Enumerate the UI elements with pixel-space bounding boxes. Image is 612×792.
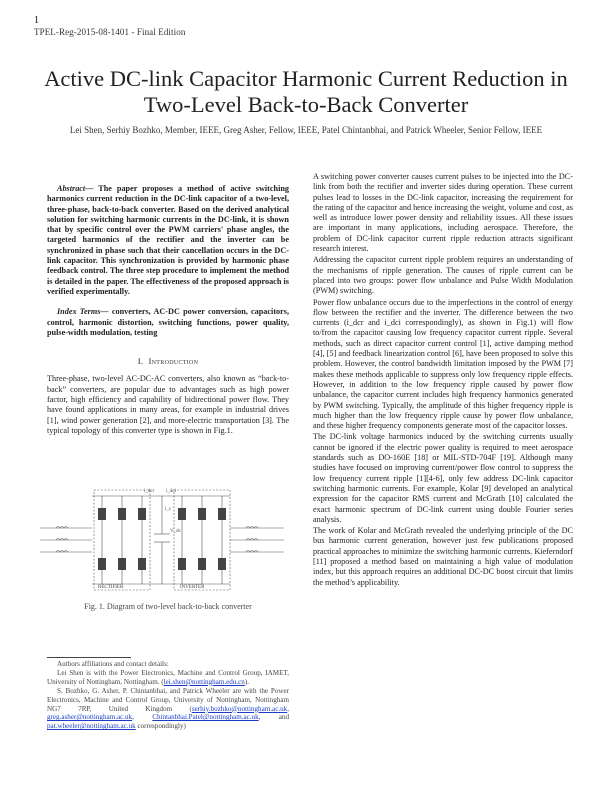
footnote-heading: Authors affiliations and contact details: bbox=[57, 660, 169, 668]
email-link-shen[interactable]: lei.shen@nottingham.edu.cn bbox=[163, 677, 245, 686]
page-number: 1 bbox=[34, 15, 39, 26]
rectifier-label: RECTIFIER bbox=[98, 585, 124, 590]
paper-title: Active DC-link Capacitor Harmonic Current Reduction in Two-Level Back-to-Back Converter bbox=[44, 66, 568, 117]
footnote-2-sep2: , bbox=[132, 713, 153, 722]
left-column bbox=[47, 184, 289, 437]
email-link-wheeler[interactable]: pat.wheeler@nottingham.ac.uk bbox=[47, 722, 136, 731]
footnotes bbox=[47, 660, 289, 731]
inverter-label: INVERTER bbox=[180, 585, 205, 590]
abstract bbox=[47, 184, 289, 297]
footnote-2 bbox=[47, 687, 289, 732]
section-number: I. bbox=[137, 356, 144, 367]
converter-diagram bbox=[34, 478, 289, 596]
footnote-2-text: S. Bozhko, G. Asher, P. Chintanbhai, and Patrick Wheeler are with the Power Electronics, Machine and Control Group, University of Nottingham, Nottingham NG7 7RP, United Kingdom ( bbox=[47, 686, 289, 713]
vdc-label: V_dc bbox=[170, 529, 181, 534]
abstract-label: Abstract bbox=[57, 184, 86, 193]
figure-caption: Fig. 1. Diagram of two-level back-to-back converter bbox=[84, 602, 252, 611]
running-header: TPEL-Reg-2015-08-1401 - Final Edition bbox=[34, 27, 186, 37]
footnote-1-end: ). bbox=[244, 677, 249, 686]
footnote-2-sep1: , bbox=[287, 704, 289, 713]
right-paragraph-1: A switching power converter causes current pulses to be injected into the DC-link from both the rectifier and inverter sides during operation. These current pulses lead to losses in the DC-link capacitor, increasing the requirement for the rating of the capacitor and hence increasing the weight, volume and cost, as well as introduce lower power density and reliability issues. All these issues are important in many applications, including aerospace. Therefore, the problem of DC-link capacitor current ripple reduction attracts significant research interest. bbox=[313, 172, 573, 254]
footnote-1 bbox=[47, 669, 289, 687]
i-dcr-label: i_dcr bbox=[144, 489, 155, 494]
right-paragraph-5: The work of Kolar and McGrath revealed the underlying principle of the DC bus harmonic current generation, however just few publications proposed practical approaches to minimize the switching harmonic currents. Kieferndorf [11] proposed a method based on maintaining a high value of modulation index, but this approach requires an additional DC-DC boost circuit that limits the method’s applicability. bbox=[313, 526, 573, 587]
intro-paragraph: Three-phase, two-level AC-DC-AC converters, also known as “back-to-back” converters, are popular due to advantages such as high power factor, high efficiency and capability of bidirectional power flow. They have found applications in many areas, for example in industrial drives [1], wind power generation [2], and more-electric transportation [3]. The typical topology of this converter type is shown in Fig.1. bbox=[47, 374, 289, 435]
right-paragraph-2: Addressing the capacitor current ripple problem requires an understanding of the mechanisms of ripple generation. The causes of ripple current can be placed into two groups: power flow unbalance and Pulse Width Modulation (PWM) switching. bbox=[313, 255, 573, 296]
author-list: Lei Shen, Serhiy Bozhko, Member, IEEE, Greg Asher, Fellow, IEEE, Patel Chintanbhai, and Patrick Wheeler, Senior Fellow, IEEE bbox=[69, 125, 543, 135]
footnote-rule bbox=[47, 657, 131, 658]
index-terms-label: Index Terms bbox=[57, 307, 101, 317]
email-link-asher[interactable]: greg.asher@nottingham.ac.uk bbox=[47, 713, 133, 722]
right-paragraph-3: Power flow unbalance occurs due to the imperfections in the control of energy flow between the rectifier and the inverter. The difference between the two currents (i_dcr and i_dci correspondingly), as shown in Fig.1) will flow to/from the capacitor causing low frequency capacitor current ripple. Several methods, such as direct capacitor current control [1], active damping method [4], [5] and feedback linearization control [6], have been proposed to solve this problem. However, the control bandwidth limitation imposed by the PWM [7] makes these methods applicable to suppress only low frequency ripple effects. However, in addition to the low frequency ripple caused by power flow unbalance, the capacitor current includes high frequency harmonics generated by PWM switching. Typically, the amplitude of this higher frequency ripple is much higher than the low frequency ripple cause by power flow unbalance, and these higher frequency components generate most of the capacitor losses. bbox=[313, 297, 573, 431]
ic-label: i_c bbox=[165, 507, 172, 512]
footnote-2-sep3: , and bbox=[258, 713, 289, 722]
index-terms-text: — converters, AC-DC power conversion, capacitors, control, harmonic distortion, switching functions, power quality, pulse-width modulation, testing bbox=[47, 307, 290, 337]
email-link-chintanbhai[interactable]: Chintanbhai.Patel@nottingham.ac.uk bbox=[152, 713, 259, 722]
footnote-2-end: correspondingly) bbox=[135, 722, 186, 731]
i-dci-label: i_dci bbox=[166, 489, 176, 494]
right-column bbox=[313, 172, 573, 589]
footnote-1-text: Lei Shen is with the Power Electronics, Machine and Control Group, IAMET, University of Nottingham, Nottingham. ( bbox=[47, 668, 289, 686]
abstract-text: — The paper proposes a method of active switching harmonics current reduction in the DC-link capacitor of a two-level, three-phase, back-to-back converter. Based on the derived analytical solution for switching harmonic currents in the DC-link, it is shown that by specific control over the PWM carriers' phase angles, the targeted harmonics of the rectifier and the inverter can be synchronized in phase such that their cancellation occurs in the DC-link capacitor. This synchronization is provided by harmonic phase feedback control. The three step procedure to implement the method is detailed in the paper. The effectiveness of the proposed approach is verified experimentally. bbox=[47, 184, 289, 296]
section-title: Introduction bbox=[148, 356, 199, 367]
section-heading-introduction bbox=[47, 356, 289, 366]
right-paragraph-4: The DC-link voltage harmonics induced by the switching currents usually cannot be ignored if the electric power quality is required to meet aerospace standards such as DO-160E [18] or MIL-STD-704F [19]. Although many studies have focused on improving current/power flow control to suppress the low frequency current ripple [1][4-6], only few address DC-link capacitor switching harmonic currents. For example, Kolar [9] developed an analytical expression for the capacitor RMS current and McGrath [10] calculated the exact harmonic spectrum of DC-link current using double Fourier series analysis. bbox=[313, 432, 573, 524]
index-terms bbox=[47, 307, 289, 338]
email-link-bozhko[interactable]: serhiy.bozhko@nottingham.ac.uk bbox=[191, 704, 288, 713]
figure-1 bbox=[34, 478, 289, 596]
